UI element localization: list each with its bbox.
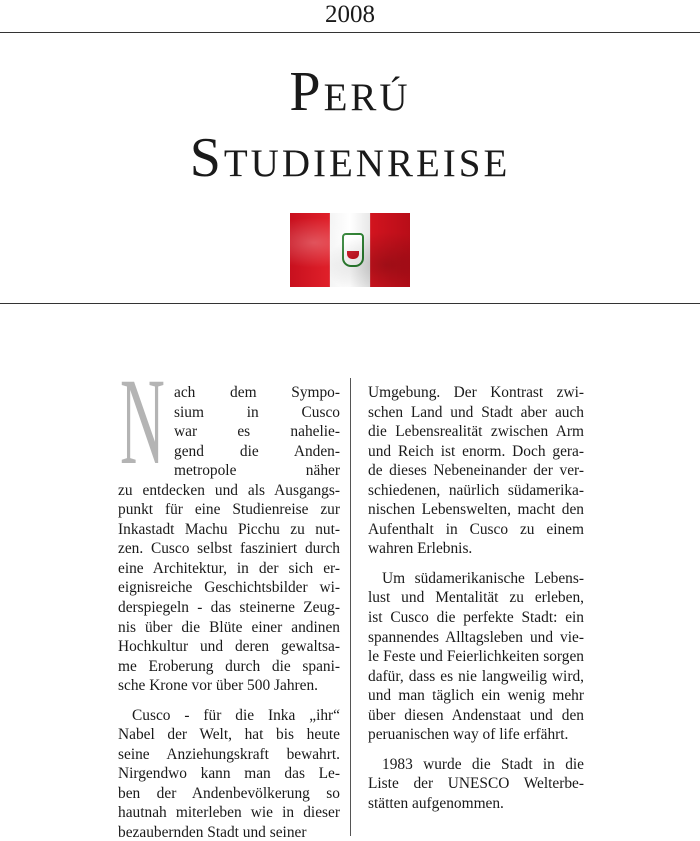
text-line: nis über die Blüte einer andinen bbox=[118, 618, 340, 636]
text-line: Nabel der Welt, hat bis heute bbox=[118, 726, 340, 744]
text-line: stätten aufgenommen. bbox=[368, 794, 504, 812]
text-line: schiedenen, naürlich südamerika- bbox=[368, 481, 584, 499]
year-heading: 2008 bbox=[325, 1, 375, 28]
text-line: lust und Mentalität zu erleben, bbox=[368, 589, 584, 607]
text-line: Nirgendwo kann man das Le- bbox=[118, 765, 340, 783]
text-line: gend die Anden- bbox=[174, 442, 340, 460]
text-line: nischen Lebenswelten, macht den bbox=[368, 501, 584, 519]
text-line: sium in Cusco bbox=[174, 403, 340, 421]
drop-cap: N bbox=[120, 353, 165, 490]
text-line: Hochkultur und deren gewaltsa- bbox=[118, 638, 340, 656]
text-line: ben der Andenbevölkerung so bbox=[118, 784, 340, 802]
text-line: Cusco - für die Inka „ihr“ bbox=[132, 706, 340, 724]
paragraph bbox=[368, 383, 584, 559]
text-line: derspiegeln - das steinerne Zeug- bbox=[118, 599, 340, 617]
text-line: dafür, dass es nie langweilig wird, bbox=[368, 667, 584, 685]
right-column bbox=[368, 383, 584, 813]
text-line: und Reich ist enorm. Doch gera- bbox=[368, 442, 584, 460]
text-line: Um südamerikanische Lebens- bbox=[382, 569, 584, 587]
title-line-2: Studienreise bbox=[189, 127, 511, 189]
left-column bbox=[118, 383, 340, 841]
text-line: ach dem Sympo- bbox=[174, 384, 340, 401]
text-line: me Eroberung durch die spani- bbox=[118, 657, 340, 675]
text-line: Inkastadt Machu Picchu zu nut- bbox=[118, 520, 340, 538]
text-line: über diesen Andenstaat und den bbox=[368, 706, 584, 724]
text-line: Liste der UNESCO Welterbe- bbox=[368, 775, 584, 793]
text-line: sche Krone vor über 500 Jahren. bbox=[118, 677, 319, 695]
title-line-1: Perú bbox=[289, 61, 411, 123]
text-line: seine Anziehungskraft bewahrt. bbox=[118, 745, 340, 763]
text-line: schen Land und Stadt aber auch bbox=[368, 403, 584, 421]
text-line: le Feste und Feierlichkeiten sorgen bbox=[368, 648, 584, 666]
text-line: zu entdecken und als Ausgangs- bbox=[118, 481, 340, 499]
text-line: und man täglich ein wenig mehr bbox=[368, 687, 584, 705]
text-line: bezaubernden Stadt und seiner bbox=[118, 824, 307, 841]
text-line: eignisreiche Geschichtsbilder wi- bbox=[118, 579, 340, 597]
text-line: eine Architektur, in der sich er- bbox=[118, 559, 340, 577]
text-line: war es nahelie- bbox=[174, 423, 340, 441]
text-line: zen. Cusco selbst fasziniert durch bbox=[118, 540, 340, 558]
text-line: hautnah miterleben wie in dieser bbox=[118, 804, 340, 822]
text-line: Aufenthalt in Cusco zu einem bbox=[368, 520, 584, 538]
paragraph bbox=[368, 755, 584, 814]
text-line: wahren Erlebnis. bbox=[368, 540, 473, 558]
text-line: punkt für eine Studienreise zur bbox=[118, 501, 340, 519]
text-line: peruanischen way of life erfährt. bbox=[368, 726, 569, 744]
column-divider bbox=[350, 378, 351, 836]
text-line: 1983 wurde die Stadt in die bbox=[382, 755, 584, 773]
text-line: die Lebensrealität zwischen Arm bbox=[368, 423, 584, 441]
paragraph bbox=[118, 706, 340, 841]
text-line: ist Cusco die perfekte Stadt: ein bbox=[368, 609, 584, 627]
text-line: metropole näher bbox=[174, 462, 340, 480]
coat-of-arms-icon bbox=[342, 233, 364, 267]
paragraph bbox=[368, 569, 584, 745]
title-rule bbox=[0, 303, 700, 304]
text-line: Umgebung. Der Kontrast zwi- bbox=[368, 384, 584, 401]
paragraph bbox=[118, 383, 340, 696]
peru-flag-icon bbox=[290, 213, 410, 287]
text-line: spannendes Alltagsleben und vie- bbox=[368, 628, 584, 646]
text-line: de dieses Nebeneinander der ver- bbox=[368, 462, 584, 480]
top-rule bbox=[0, 32, 700, 33]
